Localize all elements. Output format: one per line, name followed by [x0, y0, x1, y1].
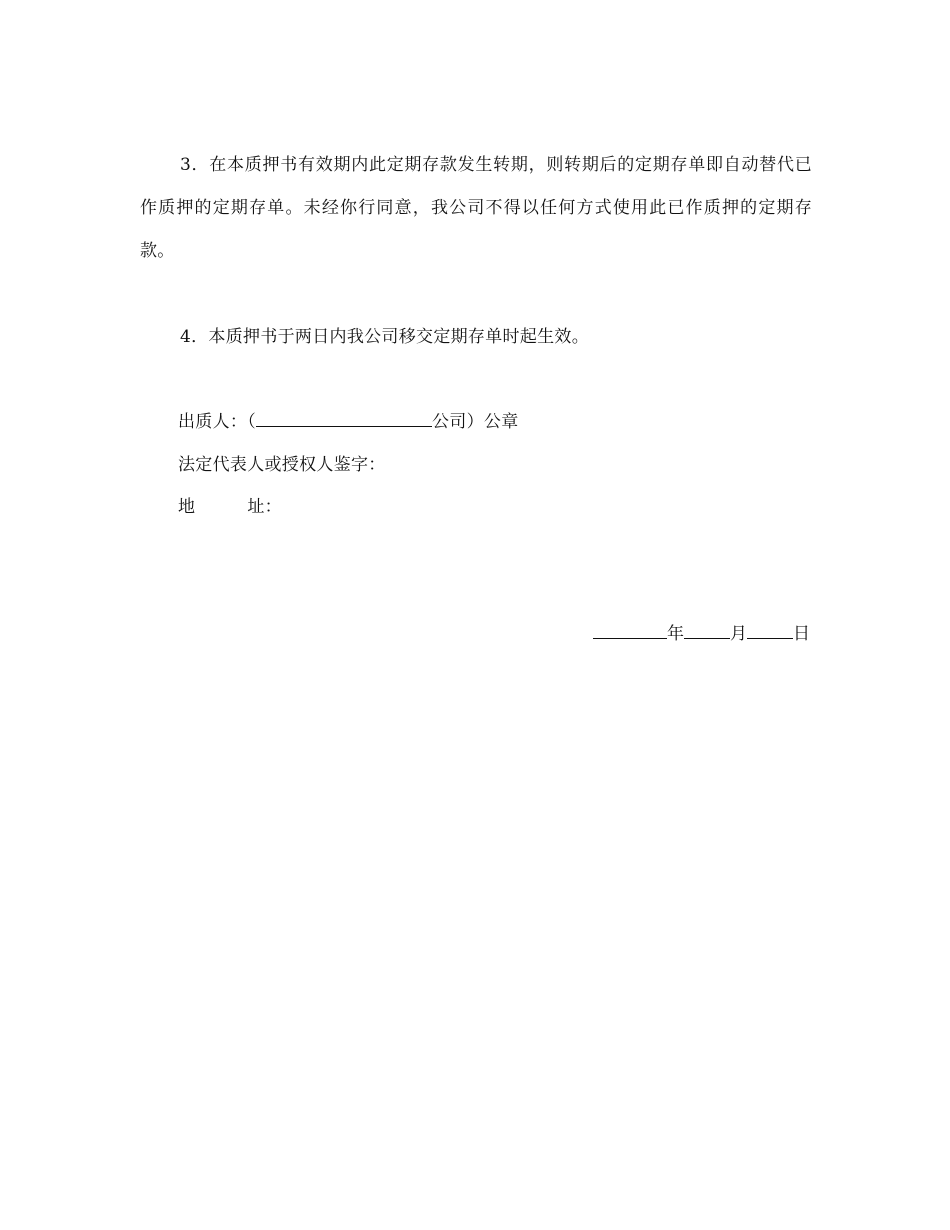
year-blank[interactable]	[593, 622, 667, 639]
clause-4-text: 本质押书于两日内我公司移交定期存单时起生效。	[208, 327, 590, 347]
company-seal-label: 公司）公章	[432, 412, 519, 432]
legal-representative-line	[178, 454, 386, 476]
address-label-char-1: 地	[178, 497, 196, 517]
clause-3-number: 3．	[180, 155, 210, 175]
year-label: 年	[667, 624, 684, 644]
address-label-char-2: 址：	[247, 497, 282, 517]
clause-4-number: 4．	[180, 327, 209, 347]
pledgor-label: 出质人：（	[178, 412, 256, 432]
company-name-blank[interactable]	[256, 410, 432, 427]
day-blank[interactable]	[747, 622, 793, 639]
legal-representative-label: 法定代表人或授权人鉴字：	[178, 455, 386, 475]
clause-3	[140, 144, 812, 273]
clause-3-text: 在本质押书有效期内此定期存款发生转期，则转期后的定期存单即自动替代已作质押的定期存单。未经你行同意，我公司不得以任何方式使用此已作质押的定期存款。	[140, 155, 812, 261]
pledgor-line	[178, 410, 519, 433]
month-blank[interactable]	[684, 622, 730, 639]
day-label: 日	[793, 624, 810, 644]
address-line	[178, 496, 282, 518]
month-label: 月	[730, 624, 747, 644]
clause-4	[140, 316, 812, 359]
date-line	[593, 622, 810, 645]
